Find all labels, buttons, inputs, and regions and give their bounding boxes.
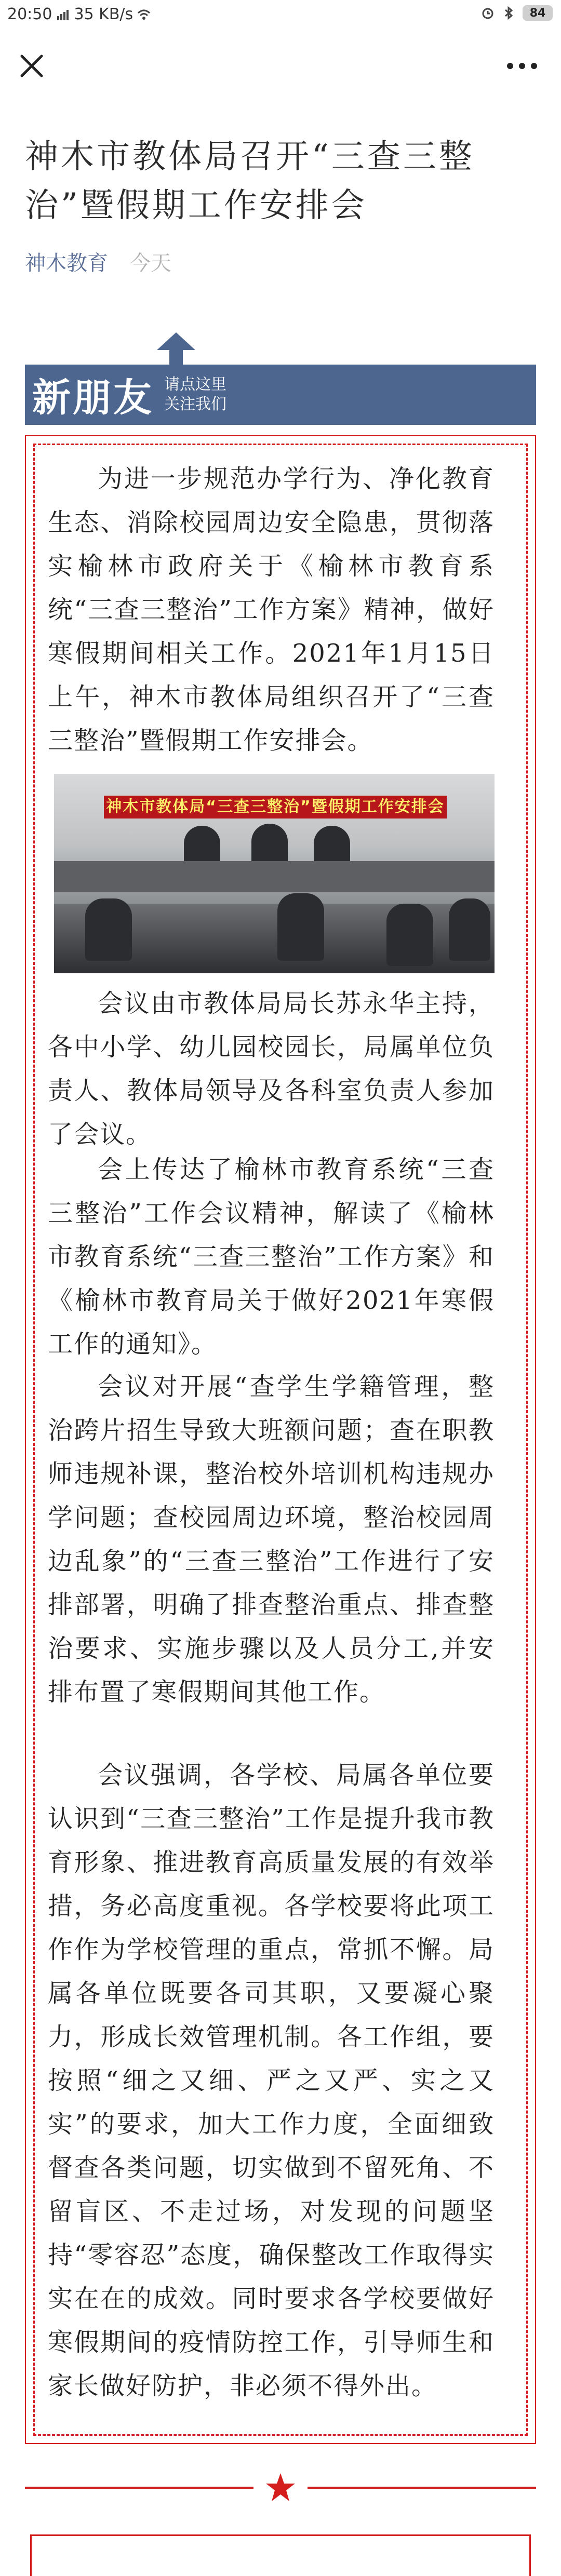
network-speed: 35 KB/s	[74, 5, 133, 23]
status-bar	[0, 0, 561, 31]
article-title: 神木市教体局召开“三查三整治”暨假期工作安排会	[25, 138, 475, 225]
battery-icon: 84	[523, 5, 553, 21]
follow-brand: 新朋友	[32, 375, 154, 420]
body-paragraph: 会议由市教体局局长苏永华主持，各中小学、幼儿园校园长，局属单位负责人、教体局领导及各科室负责人参加了会议。	[48, 989, 495, 1149]
nav-bar	[0, 31, 561, 99]
alarm-icon	[481, 6, 495, 20]
star-icon	[265, 2472, 296, 2503]
photo-figure	[277, 893, 324, 961]
more-icon[interactable]	[504, 52, 540, 80]
author-link[interactable]: 神木教育	[25, 251, 108, 275]
follow-line-1: 请点这里	[164, 375, 226, 394]
article-meta	[25, 247, 171, 276]
photo-table	[54, 861, 495, 892]
status-time: 20:50	[7, 5, 52, 23]
publish-date: 今天	[130, 251, 171, 275]
arrow-up-icon	[157, 332, 195, 365]
follow-banner[interactable]	[25, 332, 536, 425]
body-paragraph: 会议强调，各学校、局属各单位要认识到“三查三整治”工作是提升我市教育形象、推进教育高质量发展的有效举措，务必高度重视。各学校要将此项工作作为学校管理的重点，常抓不懈。局属各单位既要各司其职，又要凝心聚力，形成长效管理机制。各工作组，要按照“细之又细、严之又严、实之又实”的要求，加大工作力度，全面细致督查各类问题，切实做到不留死角、不留盲区、不走过场，对发现的问题坚持“零容忍”态度，确保整改工作取得实实在在的成效。同时要求各学校要做好寒假期间的疫情防控工作，引导师生和家长做好防护，非必须不得外出。	[48, 1761, 495, 2400]
photo-figure	[85, 898, 132, 961]
divider-line-left	[25, 2487, 253, 2489]
follow-line-2: 关注我们	[164, 395, 226, 413]
wifi-icon	[137, 8, 151, 21]
body-paragraph: 为进一步规范办学行为、净化教育生态、消除校园周边安全隐患，贯彻落实榆林市政府关于《榆林市教育系统“三查三整治”工作方案》精神，做好寒假期间相关工作。2021年1月15日上午，神木市教体局组织召开了“三查三整治”暨假期工作安排会。	[48, 464, 495, 755]
section-divider	[25, 2472, 536, 2503]
next-section-frame	[30, 2534, 531, 2576]
close-icon[interactable]	[18, 52, 46, 80]
divider-line-right	[308, 2487, 536, 2489]
bluetooth-icon	[502, 6, 515, 20]
photo-figure	[449, 898, 490, 961]
signal-icon	[56, 8, 70, 21]
meeting-photo[interactable]	[54, 774, 495, 973]
body-paragraph: 会议对开展“查学生学籍管理，整治跨片招生导致大班额问题；查在职教师违规补课，整治校外培训机构违规办学问题；查校园周边环境，整治校园周边乱象”的“三查三整治”工作进行了安排部署，明确了排查整治重点、排查整治要求、实施步骤以及人员分工,并安排布置了寒假期间其他工作。	[48, 1372, 495, 1707]
photo-banner: 神木市教体局“三查三整治”暨假期工作安排会	[104, 796, 447, 819]
body-paragraph: 会上传达了榆林市教育系统“三查三整治”工作会议精神，解读了《榆林市教育系统“三查三整治”工作方案》和《榆林市教育局关于做好2021年寒假工作的通知》。	[48, 1155, 495, 1359]
follow-bar[interactable]	[25, 365, 536, 425]
follow-subtext	[164, 375, 226, 414]
photo-figure	[386, 904, 433, 966]
